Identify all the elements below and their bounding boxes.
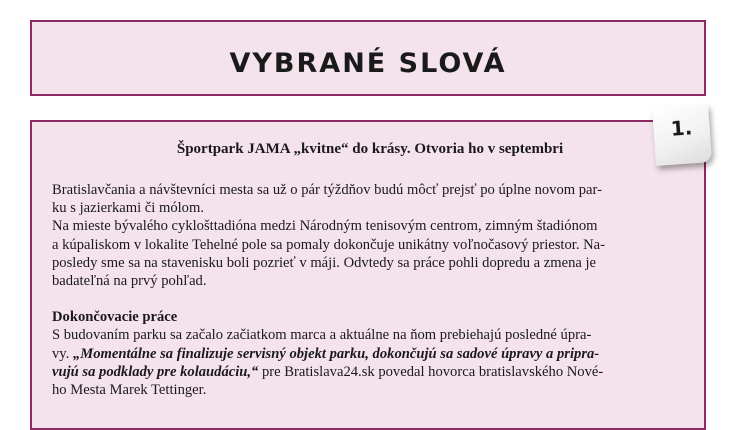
page-title: VYBRANÉ SLOVÁ bbox=[229, 47, 507, 79]
paragraph-1-line-2: ku s jazierkami či mólom. bbox=[52, 200, 204, 217]
paragraph-3-prefix: vy. bbox=[52, 345, 73, 362]
paragraph-2-line-3: posledy sme sa na stavenisku boli pozrieť v máji. Odvtedy sa práce pohli dopredu a zmena je bbox=[52, 254, 597, 271]
paragraph-2-line-1: Na mieste bývalého cyklošttadióna medzi Národným tenisovým centrom, zimným štadiónom bbox=[52, 218, 598, 235]
paragraph-1-line-1: Bratislavčania a návštevníci mesta sa už o pár týždňov budú môcť prejsť po úplne novom par- bbox=[52, 182, 602, 198]
paragraph-2-line-2: a kúpaliskom v lokalite Tehelné pole sa pomaly dokončuje unikátny voľnočasový priestor. Na- bbox=[52, 236, 605, 253]
title-banner bbox=[30, 20, 706, 96]
paragraph-gap bbox=[52, 290, 680, 308]
section-heading: Dokončovacie práce bbox=[52, 309, 178, 326]
quote-line-1: „Momentálne sa finalizuje servisný objekt parku, dokončujú sa sadové úpravy a pripra- bbox=[72, 345, 600, 362]
paragraph-3-line-3 bbox=[52, 363, 680, 381]
paragraph-3-line-1: S budovaním parku sa začalo začiatkom marca a aktuálne na ňom prebiehajú posledné úpra- bbox=[52, 327, 592, 344]
paragraph-3-line-2 bbox=[52, 345, 680, 363]
exercise-number: 1. bbox=[669, 115, 694, 141]
paragraph-2-line-4: badateľná na prvý pohľad. bbox=[52, 273, 207, 290]
article-title: Športpark JAMA „kvitne“ do krásy. Otvoria ho v septembri bbox=[176, 141, 564, 157]
quote-line-2: vujú sa podklady pre kolaudáciu,“ bbox=[52, 363, 259, 380]
paragraph-3-line-4: ho Mesta Marek Tettinger. bbox=[52, 382, 207, 399]
paragraph-3-suffix: pre Bratislava24.sk povedal hovorca bratislavského Nové- bbox=[258, 363, 604, 380]
article-body bbox=[52, 181, 680, 399]
